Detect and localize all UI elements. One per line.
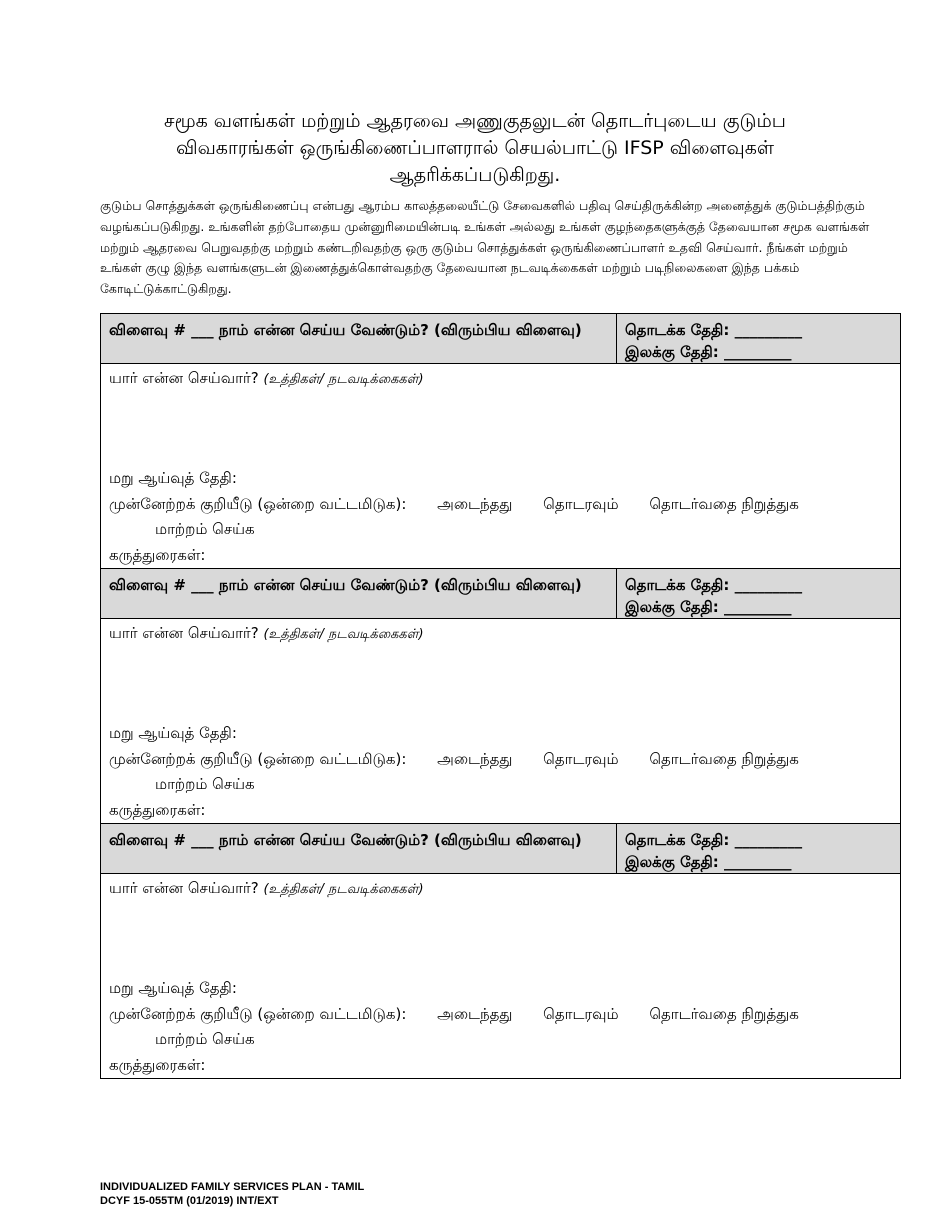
outcome-dates — [617, 824, 901, 874]
who-label: யார் என்ன செய்வார்? — [109, 624, 259, 642]
outcome-dates — [617, 314, 901, 364]
review-date-label: மறு ஆய்வுத் தேதி: — [109, 979, 237, 997]
who-hint: (உத்திகள்/ நடவடிக்கைகள்) — [263, 882, 424, 897]
option-achieved[interactable]: அடைந்தது — [437, 749, 513, 768]
option-discontinue[interactable]: தொடர்வதை நிறுத்துக — [649, 749, 799, 768]
progress-label: முன்னேற்றக் குறியீடு (ஒன்றை வட்டமிடுக): — [109, 1004, 407, 1023]
option-achieved[interactable]: அடைந்தது — [437, 494, 513, 513]
option-modify[interactable]: மாற்றம் செய்க — [155, 520, 255, 538]
option-modify[interactable]: மாற்றம் செய்க — [155, 775, 255, 793]
progress-label: முன்னேற்றக் குறியீடு (ஒன்றை வட்டமிடுக): — [109, 749, 407, 768]
progress-code — [109, 492, 892, 543]
target-date-field[interactable]: இலக்கு தேதி: _________ — [625, 343, 792, 361]
outcome-body-row — [101, 364, 901, 569]
comments-label: கருத்துரைகள்: — [109, 545, 206, 564]
who-does-what — [109, 623, 892, 645]
who-does-what — [109, 368, 892, 390]
outcome-body-row — [101, 619, 901, 824]
who-label: யார் என்ன செய்வார்? — [109, 879, 259, 897]
outcome-header-row — [101, 314, 901, 364]
target-date-field[interactable]: இலக்கு தேதி: _________ — [625, 598, 792, 616]
option-continue[interactable]: தொடரவும் — [543, 749, 619, 768]
option-discontinue[interactable]: தொடர்வதை நிறுத்துக — [649, 494, 799, 513]
start-date-field[interactable]: தொடக்க தேதி: _________ — [625, 576, 803, 594]
who-hint: (உத்திகள்/ நடவடிக்கைகள்) — [263, 372, 424, 387]
who-does-what — [109, 878, 892, 900]
outcome-body[interactable] — [101, 364, 901, 569]
review-date-label: மறு ஆய்வுத் தேதி: — [109, 724, 237, 742]
footer-form-title: INDIVIDUALIZED FAMILY SERVICES PLAN - TAMIL — [100, 1181, 365, 1193]
start-date-field[interactable]: தொடக்க தேதி: _________ — [625, 831, 803, 849]
outcome-body[interactable] — [101, 874, 901, 1079]
progress-label: முன்னேற்றக் குறியீடு (ஒன்றை வட்டமிடுக): — [109, 494, 407, 513]
outcome-title: விளைவு # ___ நாம் என்ன செய்ய வேண்டும்? (விரும்பிய விளைவு) — [101, 569, 617, 619]
comments-label: கருத்துரைகள்: — [109, 800, 206, 819]
outcomes-table — [100, 313, 901, 1079]
start-date-field[interactable]: தொடக்க தேதி: _________ — [625, 321, 803, 339]
outcome-body[interactable] — [101, 619, 901, 824]
progress-code — [109, 1002, 892, 1053]
who-label: யார் என்ன செய்வார்? — [109, 369, 259, 387]
outcome-dates — [617, 569, 901, 619]
option-continue[interactable]: தொடரவும் — [543, 494, 619, 513]
target-date-field[interactable]: இலக்கு தேதி: _________ — [625, 853, 792, 871]
form-footer — [100, 1180, 364, 1208]
comments-label: கருத்துரைகள்: — [109, 1055, 206, 1074]
option-achieved[interactable]: அடைந்தது — [437, 1004, 513, 1023]
page-title: சமூக வளங்கள் மற்றும் ஆதரவை அணுகுதலுடன் தொடர்புடைய குடும்ப விவகாரங்கள் ஒருங்கிணைப்பாளரால் செயல்பாட்டு IFSP விளைவுகள் ஆதரிக்கப்படுகிறது. — [164, 110, 786, 186]
outcome-header-row — [101, 824, 901, 874]
who-hint: (உத்திகள்/ நடவடிக்கைகள்) — [263, 627, 424, 642]
option-continue[interactable]: தொடரவும் — [543, 1004, 619, 1023]
outcome-title: விளைவு # ___ நாம் என்ன செய்ய வேண்டும்? (விரும்பிய விளைவு) — [101, 314, 617, 364]
progress-code — [109, 747, 892, 798]
outcome-body-row — [101, 874, 901, 1079]
intro-paragraph: குடும்ப சொத்துக்கள் ஒருங்கிணைப்பு என்பது ஆரம்ப காலத்தலையீட்டு சேவைகளில் பதிவு செய்திருக்கின்ற அனைத்துக் குடும்பத்திற்கும் வழங்கப்படுகிறது. உங்களின் தற்போதைய முன்னுரிமையின்படி உங்கள் அல்லது உங்கள் குழந்தைகளுக்குத் தேவையான சமூக வளங்கள் மற்றும் ஆதரவை பெறுவதற்கு மற்றும் கண்டறிவதற்கு ஒரு குடும்ப சொத்துக்கள் ஒருங்கிணைப்பாளர் உதவி செய்வார். நீங்கள் மற்றும் உங்கள் குழு இந்த வளங்களுடன் இணைத்துக்கொள்வதற்கு தேவையான நடவடிக்கைகள் மற்றும் படிநிலைகளை இந்த பக்கம் கோடிட்டுக்காட்டுகிறது. — [100, 198, 870, 297]
option-discontinue[interactable]: தொடர்வதை நிறுத்துக — [649, 1004, 799, 1023]
option-modify[interactable]: மாற்றம் செய்க — [155, 1030, 255, 1048]
outcome-title: விளைவு # ___ நாம் என்ன செய்ய வேண்டும்? (விரும்பிய விளைவு) — [101, 824, 617, 874]
review-date-label: மறு ஆய்வுத் தேதி: — [109, 469, 237, 487]
outcome-header-row — [101, 569, 901, 619]
footer-form-number: DCYF 15-055TM (01/2019) INT/EXT — [100, 1195, 279, 1207]
